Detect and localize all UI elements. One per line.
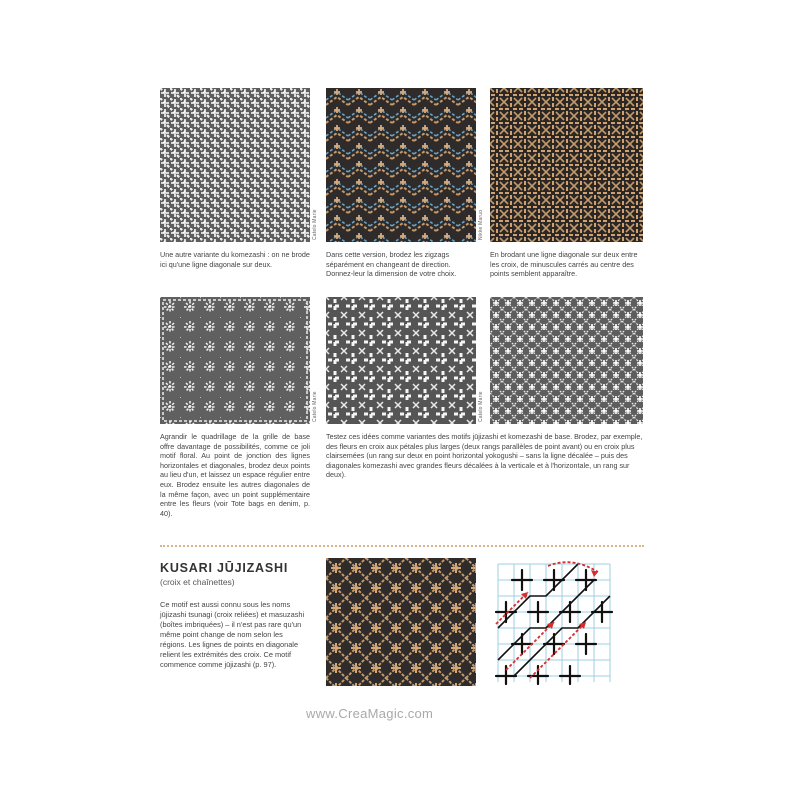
photo-sparse-cross	[490, 297, 643, 424]
sashiko-pattern-4	[160, 297, 310, 424]
section-subtitle: (croix et chaînettes)	[160, 577, 235, 587]
caption-5: Testez ces idées comme variantes des motifs jūjizashi et komezashi de base. Brodez, par exemple, des fleurs en croix aux pétales plus larges (deux rangs parallèles de point avant) ou en croix plus clairsemées (un rang sur deux en point horizontal yokogushi – sans la ligne décalée – puis des diagonales komezashi avec grandes fleurs décalées à la verticale et à l'horizontale, un rang sur deux).	[326, 432, 643, 480]
photo-floral	[160, 297, 310, 424]
section-title: KUSARI JŪJIZASHI	[160, 561, 289, 575]
sashiko-pattern-3	[490, 88, 643, 242]
caption-4: Agrandir le quadrillage de la grille de base offre davantage de possibilités, comme ce joli motif floral. Au point de jonction des lignes horizontales et diagonales, brodez deux points au lieu d'un, et laissez un espace régulier entre eux. Brodez ensuite les autres diagonales de la même façon, avec un point supplémentaire entre les fleurs (voir Tote bags en denim, p. 40).	[160, 432, 311, 518]
photo-large-cross	[326, 297, 476, 424]
photo-credit-4: Catelo Marie	[478, 391, 484, 422]
photo-credit-2: Nikke Maruo	[478, 209, 484, 240]
stitch-diagram-icon	[488, 558, 620, 686]
sashiko-pattern-kusari	[326, 558, 476, 686]
photo-kusari	[326, 558, 476, 686]
caption-3: En brodant une ligne diagonale sur deux entre les croix, de minuscules carrés au centre des points semblent apparaître.	[490, 250, 638, 279]
photo-komezashi-diagonal	[160, 88, 310, 242]
photo-tiny-squares	[490, 88, 643, 242]
sashiko-pattern-6	[490, 297, 643, 424]
stitch-diagram	[488, 558, 620, 686]
sashiko-pattern-1	[160, 88, 310, 242]
photo-credit-3: Catelo Marie	[312, 391, 318, 422]
section-divider	[160, 545, 644, 547]
photo-zigzag	[326, 88, 476, 242]
caption-2: Dans cette version, brodez les zigzags séparément en changeant de direction. Donnez-leur la dimension de votre choix.	[326, 250, 457, 279]
watermark: www.CreaMagic.com	[306, 706, 434, 721]
photo-credit-1: Catelo Marie	[312, 209, 318, 240]
section-body: Ce motif est aussi connu sous les noms jūjizashi tsunagi (croix reliées) et masuzashi (boîtes imbriquées) – il n'est pas rare qu'un même point change de nom selon les régions. Les lignes de points en diagonale relient les extrémités des croix. Ce motif commence comme jūjizashi (p. 97).	[160, 600, 305, 669]
sashiko-pattern-5	[326, 297, 476, 424]
sashiko-pattern-2	[326, 88, 476, 242]
caption-1: Une autre variante du komezashi : on ne brode ici qu'une ligne diagonale sur deux.	[160, 250, 310, 269]
